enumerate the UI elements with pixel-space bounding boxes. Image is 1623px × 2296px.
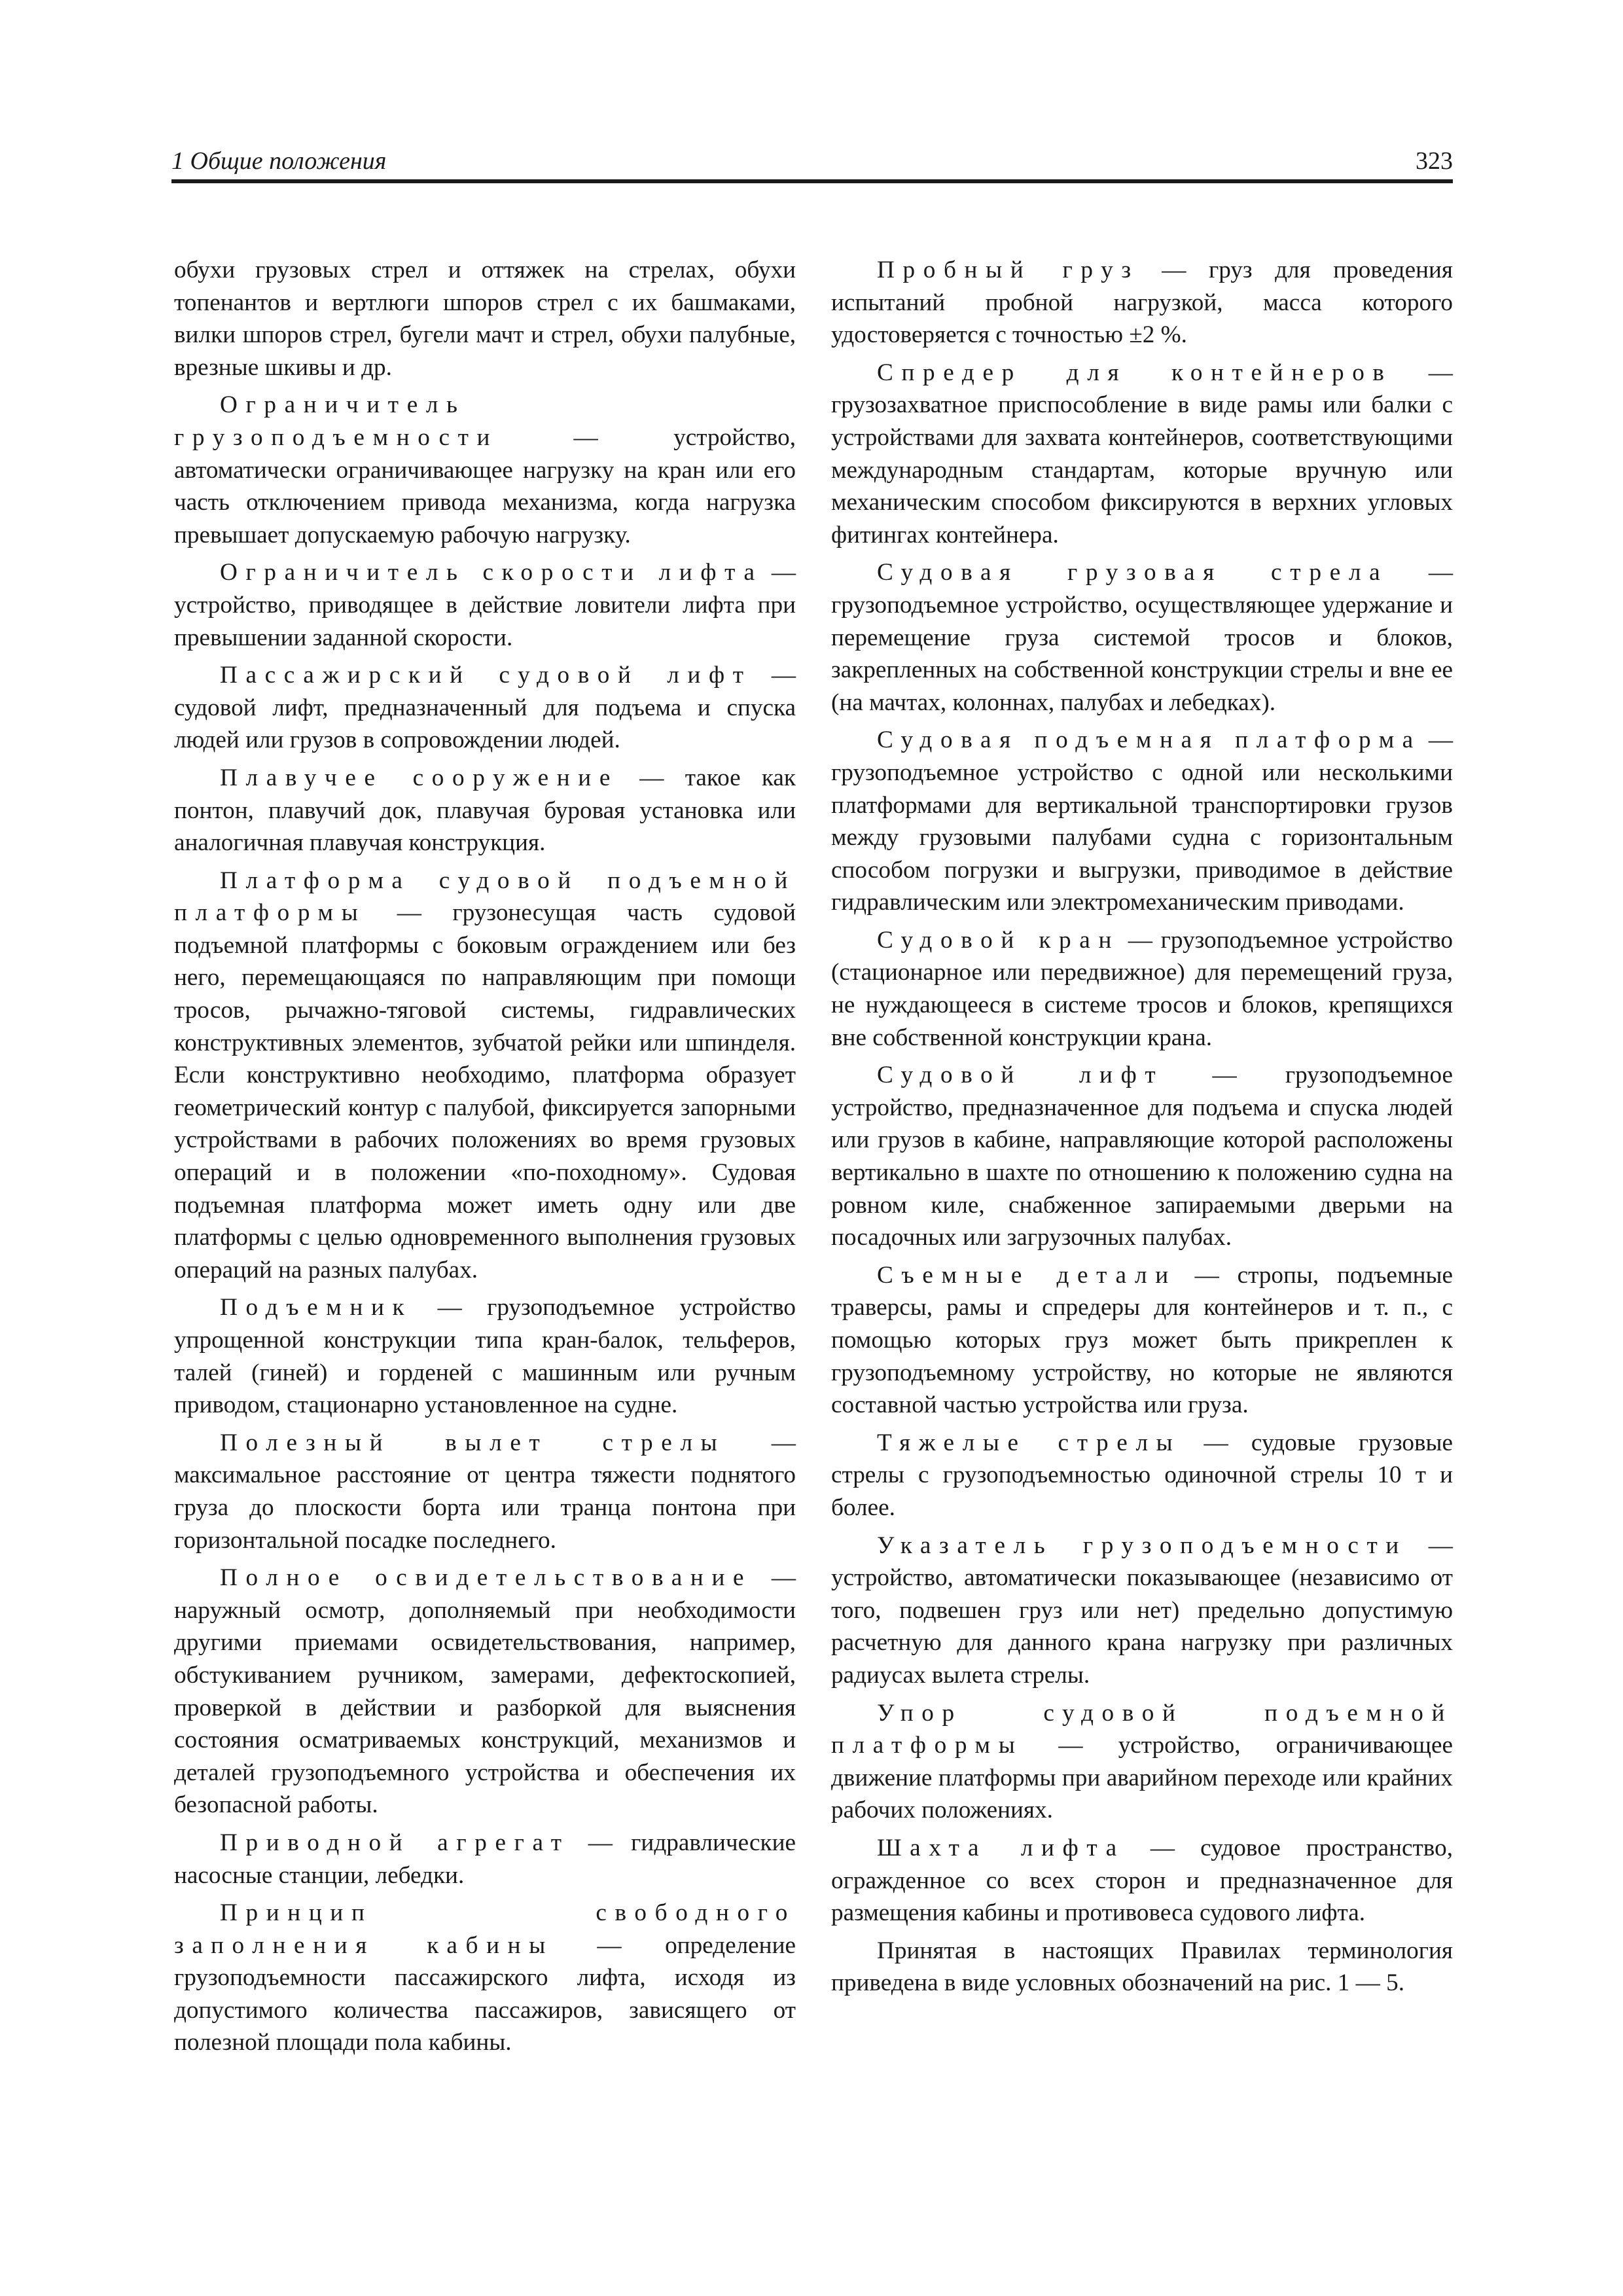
defined-term: Ограничитель грузоподъемности [174, 391, 499, 451]
running-header [171, 145, 1453, 183]
defined-term: Полезный вылет стрелы [220, 1429, 726, 1456]
left-column [174, 254, 796, 2064]
definition-text: — грузоподъемное устройство, осуществляющее удержание и перемещение груза системой тросов и блоков, закрепленных на собственной конструкции стрелы и вне ее (на мачтах, колоннах, палубах и лебедках). [831, 559, 1454, 716]
defined-term: Подъемник [220, 1294, 413, 1321]
defined-term: Спредер для контейнеров [877, 359, 1393, 386]
definition-entry [831, 556, 1453, 719]
defined-term: Платформа судовой подъемной платформы [174, 867, 796, 927]
definition-entry [174, 1897, 796, 2059]
definition-entry [174, 1427, 796, 1556]
definition-text: — грузозахватное приспособление в виде рамы или балки с устройствами для захвата контейнеров, соответствующими международным стандартам, которые вручную или механическим способом фиксируются в верхних угловых фитингах контейнера. [831, 359, 1453, 548]
definition-entry [174, 1291, 796, 1421]
defined-term: Судовая подъемная платформа [877, 726, 1421, 754]
paragraph [831, 1935, 1453, 2000]
definition-entry [831, 357, 1453, 552]
definition-entry [831, 254, 1453, 351]
definition-entry [174, 389, 796, 551]
definition-text: — наружный осмотр, дополняемый при необходимости другими приемами освидетельствования, например, обстукиванием ручником, замерами, дефектоскопией, проверкой в действии и разборкой для выяснения состояния осматриваемых конструкций, механизмов и деталей грузоподъемного устройства и обеспечения их безопасной работы. [174, 1564, 796, 1819]
defined-term: Пробный груз [877, 257, 1139, 283]
definition-entry [831, 724, 1453, 919]
defined-term: Указатель грузоподъемности [877, 1532, 1407, 1559]
definition-entry [831, 1697, 1453, 1827]
defined-term: Судовой лифт [877, 1062, 1164, 1089]
definition-entry [174, 865, 796, 1287]
right-column [831, 254, 1453, 2005]
definition-entry [831, 1427, 1453, 1524]
definition-entry [831, 1530, 1453, 1692]
definition-text: Принятая в настоящих Правилах терминология приведена в виде условных обозначений на рис. 1 — 5. [831, 1937, 1453, 1997]
definition-entry [174, 1827, 796, 1892]
defined-term: Пассажирский судовой лифт [220, 662, 752, 689]
defined-term: Судовой кран [877, 926, 1120, 954]
definition-text: — грузонесущая часть судовой подъемной платформы с боковым ограждением или без него, перемещающаяся по направляющим при помощи тросов, рычажно-тяговой системы, гидравлических конструктивных элементов, зубчатой рейки или шпинделя. Если конструктивно необходимо, платформа образует геометрический контур с палубой, фиксируется запорными устройствами в рабочих положениях во время грузовых операций и в положении «по-походному». Судовая подъемная платформа может иметь одну или две платформы с целью одновременного выполнения грузовых операций на разных палубах. [174, 899, 796, 1283]
definition-text: — максимальное расстояние от центра тяжести поднятого груза до плоскости борта или транца понтона при горизонтальной посадке последнего. [174, 1429, 796, 1554]
defined-term: Тяжелые стрелы [877, 1429, 1181, 1456]
definition-entry [174, 1562, 796, 1821]
definition-text: — судовой лифт, предназначенный для подъема и спуска людей или грузов в сопровождении людей. [174, 662, 796, 754]
definition-text: — грузоподъемное устройство (стационарное или передвижное) для перемещений груза, не нуждающееся в системе тросов и блоков, крепящихся вне собственной конструкции крана. [831, 926, 1453, 1051]
definition-text: — груз для проведения испытаний пробной нагрузкой, масса которого удостоверяется с точностью ±2 %. [831, 257, 1453, 349]
definition-entry [174, 556, 796, 654]
definition-text: — устройство, приводящее в действие ловители лифта при превышении заданной скорости. [174, 559, 796, 651]
defined-term: Принцип свободного заполнения кабины [174, 1899, 796, 1959]
definition-text: — гидравлические насосные станции, лебедки. [174, 1829, 796, 1889]
page-number: 323 [1416, 147, 1453, 175]
definition-text: — такое как понтон, плавучий док, плавучая буровая установка или аналогичная плавучая конструкция. [174, 764, 796, 857]
definition-text: — судовое пространство, огражденное со всех сторон и предназначенное для размещения кабины и противовеса судового лифта. [831, 1834, 1453, 1927]
defined-term: Ограничитель скорости лифта [220, 559, 763, 586]
definition-entry [831, 1832, 1453, 1929]
definition-text: — устройство, автоматически показывающее (независимо от того, подвешен груз или нет) предельно допустимую расчетную для данного крана нагрузку при различных радиусах вылета стрелы. [831, 1532, 1453, 1689]
definition-text: — грузоподъемное устройство упрощенной конструкции типа кран-балок, тельферов, талей (гиней) и горденей с машинным или ручным приводом, стационарно установленное на судне. [174, 1294, 796, 1419]
defined-term: Шахта лифта [877, 1834, 1125, 1861]
definition-text: — определение грузоподъемности пассажирского лифта, исходя из допустимого количества пассажиров, зависящего от полезной площади пола кабины. [174, 1931, 796, 2056]
definition-entry [831, 1259, 1453, 1422]
definition-text: — грузоподъемное устройство, предназначенное для подъема и спуска людей или грузов в кабине, направляющие которой расположены вертикально в шахте по отношению к положению судна на ровном киле, снабженное запираемыми дверьми на посадочных или загрузочных палубах. [831, 1062, 1453, 1251]
defined-term: Плавучее сооружение [220, 764, 618, 791]
defined-term: Упор судовой подъемной платформы [831, 1699, 1453, 1759]
definition-entry [174, 659, 796, 757]
definition-text: — устройство, ограничивающее движение платформы при аварийном переходе или крайних рабочих положениях. [831, 1732, 1453, 1824]
paragraph [174, 254, 796, 384]
definition-text: обухи грузовых стрел и оттяжек на стрелах, обухи топенантов и вертлюги шпоров стрел с их башмаками, вилки шпоров стрел, бугели мачт и стрел, обухи палубные, врезные шкивы и др. [174, 257, 796, 381]
defined-term: Приводной агрегат [220, 1829, 570, 1856]
defined-term: Судовая грузовая стрела [877, 559, 1389, 586]
definition-text: — судовые грузовые стрелы с грузоподъемностью одиночной стрелы 10 т и более. [831, 1429, 1453, 1521]
definition-text: — стропы, подъемные траверсы, рамы и спредеры для контейнеров и т. п., с помощью которых груз может быть прикреплен к грузоподъемному устройству, но которые не являются составной частью устройства или груза. [831, 1261, 1453, 1419]
defined-term: Съемные детали [877, 1261, 1177, 1289]
definition-entry [831, 924, 1453, 1054]
section-title: 1 Общие положения [171, 147, 387, 175]
definition-entry [831, 1059, 1453, 1254]
definition-text: — грузоподъемное устройство с одной или несколькими платформами для вертикальной транспортировки грузов между грузовыми палубами судна с горизонтальным способом погрузки и выгрузки, приводимое в действие гидравлическим или электромеханическим приводами. [831, 726, 1454, 916]
definition-entry [174, 762, 796, 859]
definition-text: — устройство, автоматически ограничивающее нагрузку на кран или его часть отключением привода механизма, когда нагрузка превышает допускаемую рабочую нагрузку. [174, 423, 796, 548]
defined-term: Полное освидетельствование [220, 1564, 753, 1592]
